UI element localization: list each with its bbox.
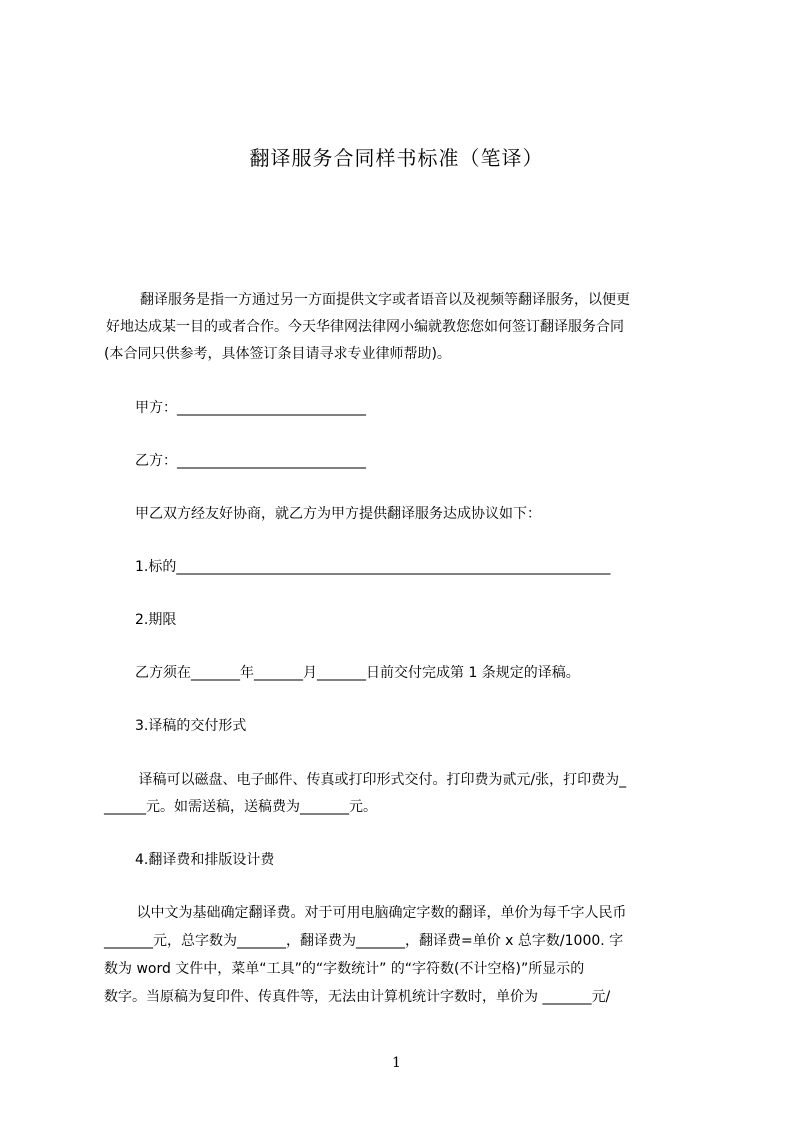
section-3-text-line-1: 译稿可以磁盘、电子邮件、传真或打印形式交付。打印费为贰元/张，打印费为_: [134, 772, 627, 788]
party-b-line: 乙方：___________________________: [135, 453, 366, 469]
intro-line-2: 好地达成某一目的或者合作。今天华律网法律网小编就教您您如何签订翻译服务合同: [106, 319, 624, 335]
section-2-heading: 2.期限: [135, 612, 177, 628]
document-title: 翻译服务合同样书标准（笔译）: [249, 146, 544, 170]
page-number: 1: [392, 1055, 401, 1071]
section-3-heading: 3.译稿的交付形式: [135, 718, 247, 734]
section-4-text-line-3: 数为 word 文件中，菜单“工具”的“字数统计” 的“字符数(不计空格)”所显示的: [104, 961, 585, 977]
intro-line-3: (本合同只供参考，具体签订条目请寻求专业律师帮助)。: [104, 346, 451, 362]
section-2-text: 乙方须在_______年_______月_______日前交付完成第 1 条规定的译稿。: [135, 665, 580, 681]
section-3-text-line-2: ______元。如需送稿，送稿费为_______元。: [104, 799, 377, 815]
section-4-text-line-1: 以中文为基础确定翻译费。对于可用电脑确定字数的翻译，单价为每千字人民币: [132, 905, 627, 921]
intro-line-1: 翻译服务是指一方通过另一方面提供文字或者语音以及视频等翻译服务，以便更: [140, 292, 630, 308]
section-4-text-line-2: _______元，总字数为_______，翻译费为_______，翻译费=单价 x 总字数/1000. 字: [104, 933, 624, 949]
section-4-text-line-4: 数字。当原稿为复印件、传真件等，无法由计算机统计字数时，单价为 _______元/: [104, 989, 611, 1005]
agreement-statement: 甲乙双方经友好协商，就乙方为甲方提供翻译服务达成协议如下：: [135, 506, 541, 522]
section-4-heading: 4.翻译费和排版设计费: [135, 852, 275, 868]
party-a-line: 甲方：___________________________: [135, 400, 366, 416]
section-1-subject: 1.标的______________________________________________________________: [135, 559, 611, 575]
